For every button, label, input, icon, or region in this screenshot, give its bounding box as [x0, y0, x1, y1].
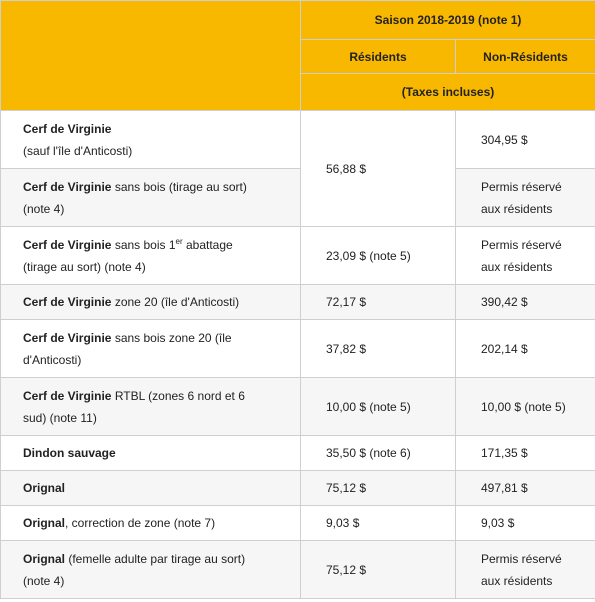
non-resident-note: Permis réservé: [481, 551, 562, 566]
non-resident-price: [456, 227, 595, 285]
non-resident-price: 171,35 $: [456, 436, 595, 471]
resident-price: 23,09 $ (note 5): [301, 227, 456, 285]
species-detail: sans bois 1: [111, 237, 176, 252]
species-cell: [1, 378, 301, 436]
species-name: Dindon sauvage: [23, 446, 116, 460]
table-row: [1, 320, 595, 378]
resident-price: 75,12 $: [301, 541, 456, 599]
species-name: Cerf de Virginie: [23, 295, 112, 309]
species-cell: [1, 541, 301, 599]
resident-price: 35,50 $ (note 6): [301, 436, 456, 471]
table-row: [1, 541, 595, 599]
table-row: [1, 436, 595, 471]
non-resident-note: aux résidents: [481, 573, 553, 588]
species-name: Cerf de Virginie: [23, 330, 112, 345]
resident-price: 9,03 $: [301, 506, 456, 541]
table-row: [1, 471, 595, 506]
species-detail: sans bois zone 20 (île: [111, 330, 232, 345]
resident-price: 75,12 $: [301, 471, 456, 506]
species-detail: sans bois (tirage au sort): [111, 179, 247, 194]
table-row: [1, 285, 595, 320]
resident-price: 37,82 $: [301, 320, 456, 378]
non-resident-price: [456, 541, 595, 599]
species-detail: (tirage au sort) (note 4): [23, 259, 146, 274]
non-resident-price: 202,14 $: [456, 320, 595, 378]
species-detail: (note 4): [23, 201, 65, 216]
non-resident-price: 390,42 $: [456, 285, 595, 320]
table-row: [1, 169, 595, 227]
header-empty-cell: [1, 1, 301, 111]
species-detail: abattage: [182, 237, 233, 252]
species-name: Cerf de Virginie: [23, 179, 112, 194]
non-resident-note: Permis réservé: [481, 179, 562, 194]
species-detail: d'Anticosti): [23, 352, 82, 367]
non-resident-note: aux résidents: [481, 259, 553, 274]
non-residents-header: Non-Résidents: [456, 40, 595, 74]
table-row: [1, 378, 595, 436]
resident-price: 72,17 $: [301, 285, 456, 320]
species-detail: sud) (note 11): [23, 410, 97, 425]
superscript: er: [175, 236, 183, 246]
table-row: [1, 227, 595, 285]
species-cell: [1, 436, 301, 471]
taxes-included-header: (Taxes incluses): [301, 74, 595, 111]
species-cell: [1, 169, 301, 227]
non-resident-note: aux résidents: [481, 201, 553, 216]
non-resident-price: 9,03 $: [456, 506, 595, 541]
species-detail: , correction de zone (note 7): [65, 516, 216, 530]
species-name: Orignal: [23, 481, 66, 495]
non-resident-price: [456, 169, 595, 227]
non-resident-price: 304,95 $: [456, 111, 595, 169]
non-resident-price: 497,81 $: [456, 471, 595, 506]
species-name: Cerf de Virginie: [23, 388, 112, 403]
table-row: [1, 111, 595, 169]
species-name: Orignal: [23, 516, 66, 530]
species-name: Orignal: [23, 551, 66, 566]
non-resident-price: 10,00 $ (note 5): [456, 378, 595, 436]
species-detail: (femelle adulte par tirage au sort): [65, 551, 246, 566]
species-detail: RTBL (zones 6 nord et 6: [111, 388, 245, 403]
species-cell: [1, 111, 301, 169]
resident-price: 10,00 $ (note 5): [301, 378, 456, 436]
species-name: Cerf de Virginie: [23, 237, 112, 252]
species-name: Cerf de Virginie: [23, 121, 112, 136]
non-resident-note: Permis réservé: [481, 237, 562, 252]
residents-header: Résidents: [301, 40, 456, 74]
species-cell: [1, 471, 301, 506]
species-detail: zone 20 (île d'Anticosti): [111, 295, 240, 309]
species-cell: [1, 320, 301, 378]
species-cell: [1, 506, 301, 541]
species-detail: (note 4): [23, 573, 65, 588]
season-header: Saison 2018-2019 (note 1): [301, 1, 595, 40]
species-cell: [1, 227, 301, 285]
species-detail: (sauf l'île d'Anticosti): [23, 143, 133, 158]
table-row: [1, 506, 595, 541]
resident-price: 56,88 $: [301, 111, 456, 227]
species-cell: [1, 285, 301, 320]
